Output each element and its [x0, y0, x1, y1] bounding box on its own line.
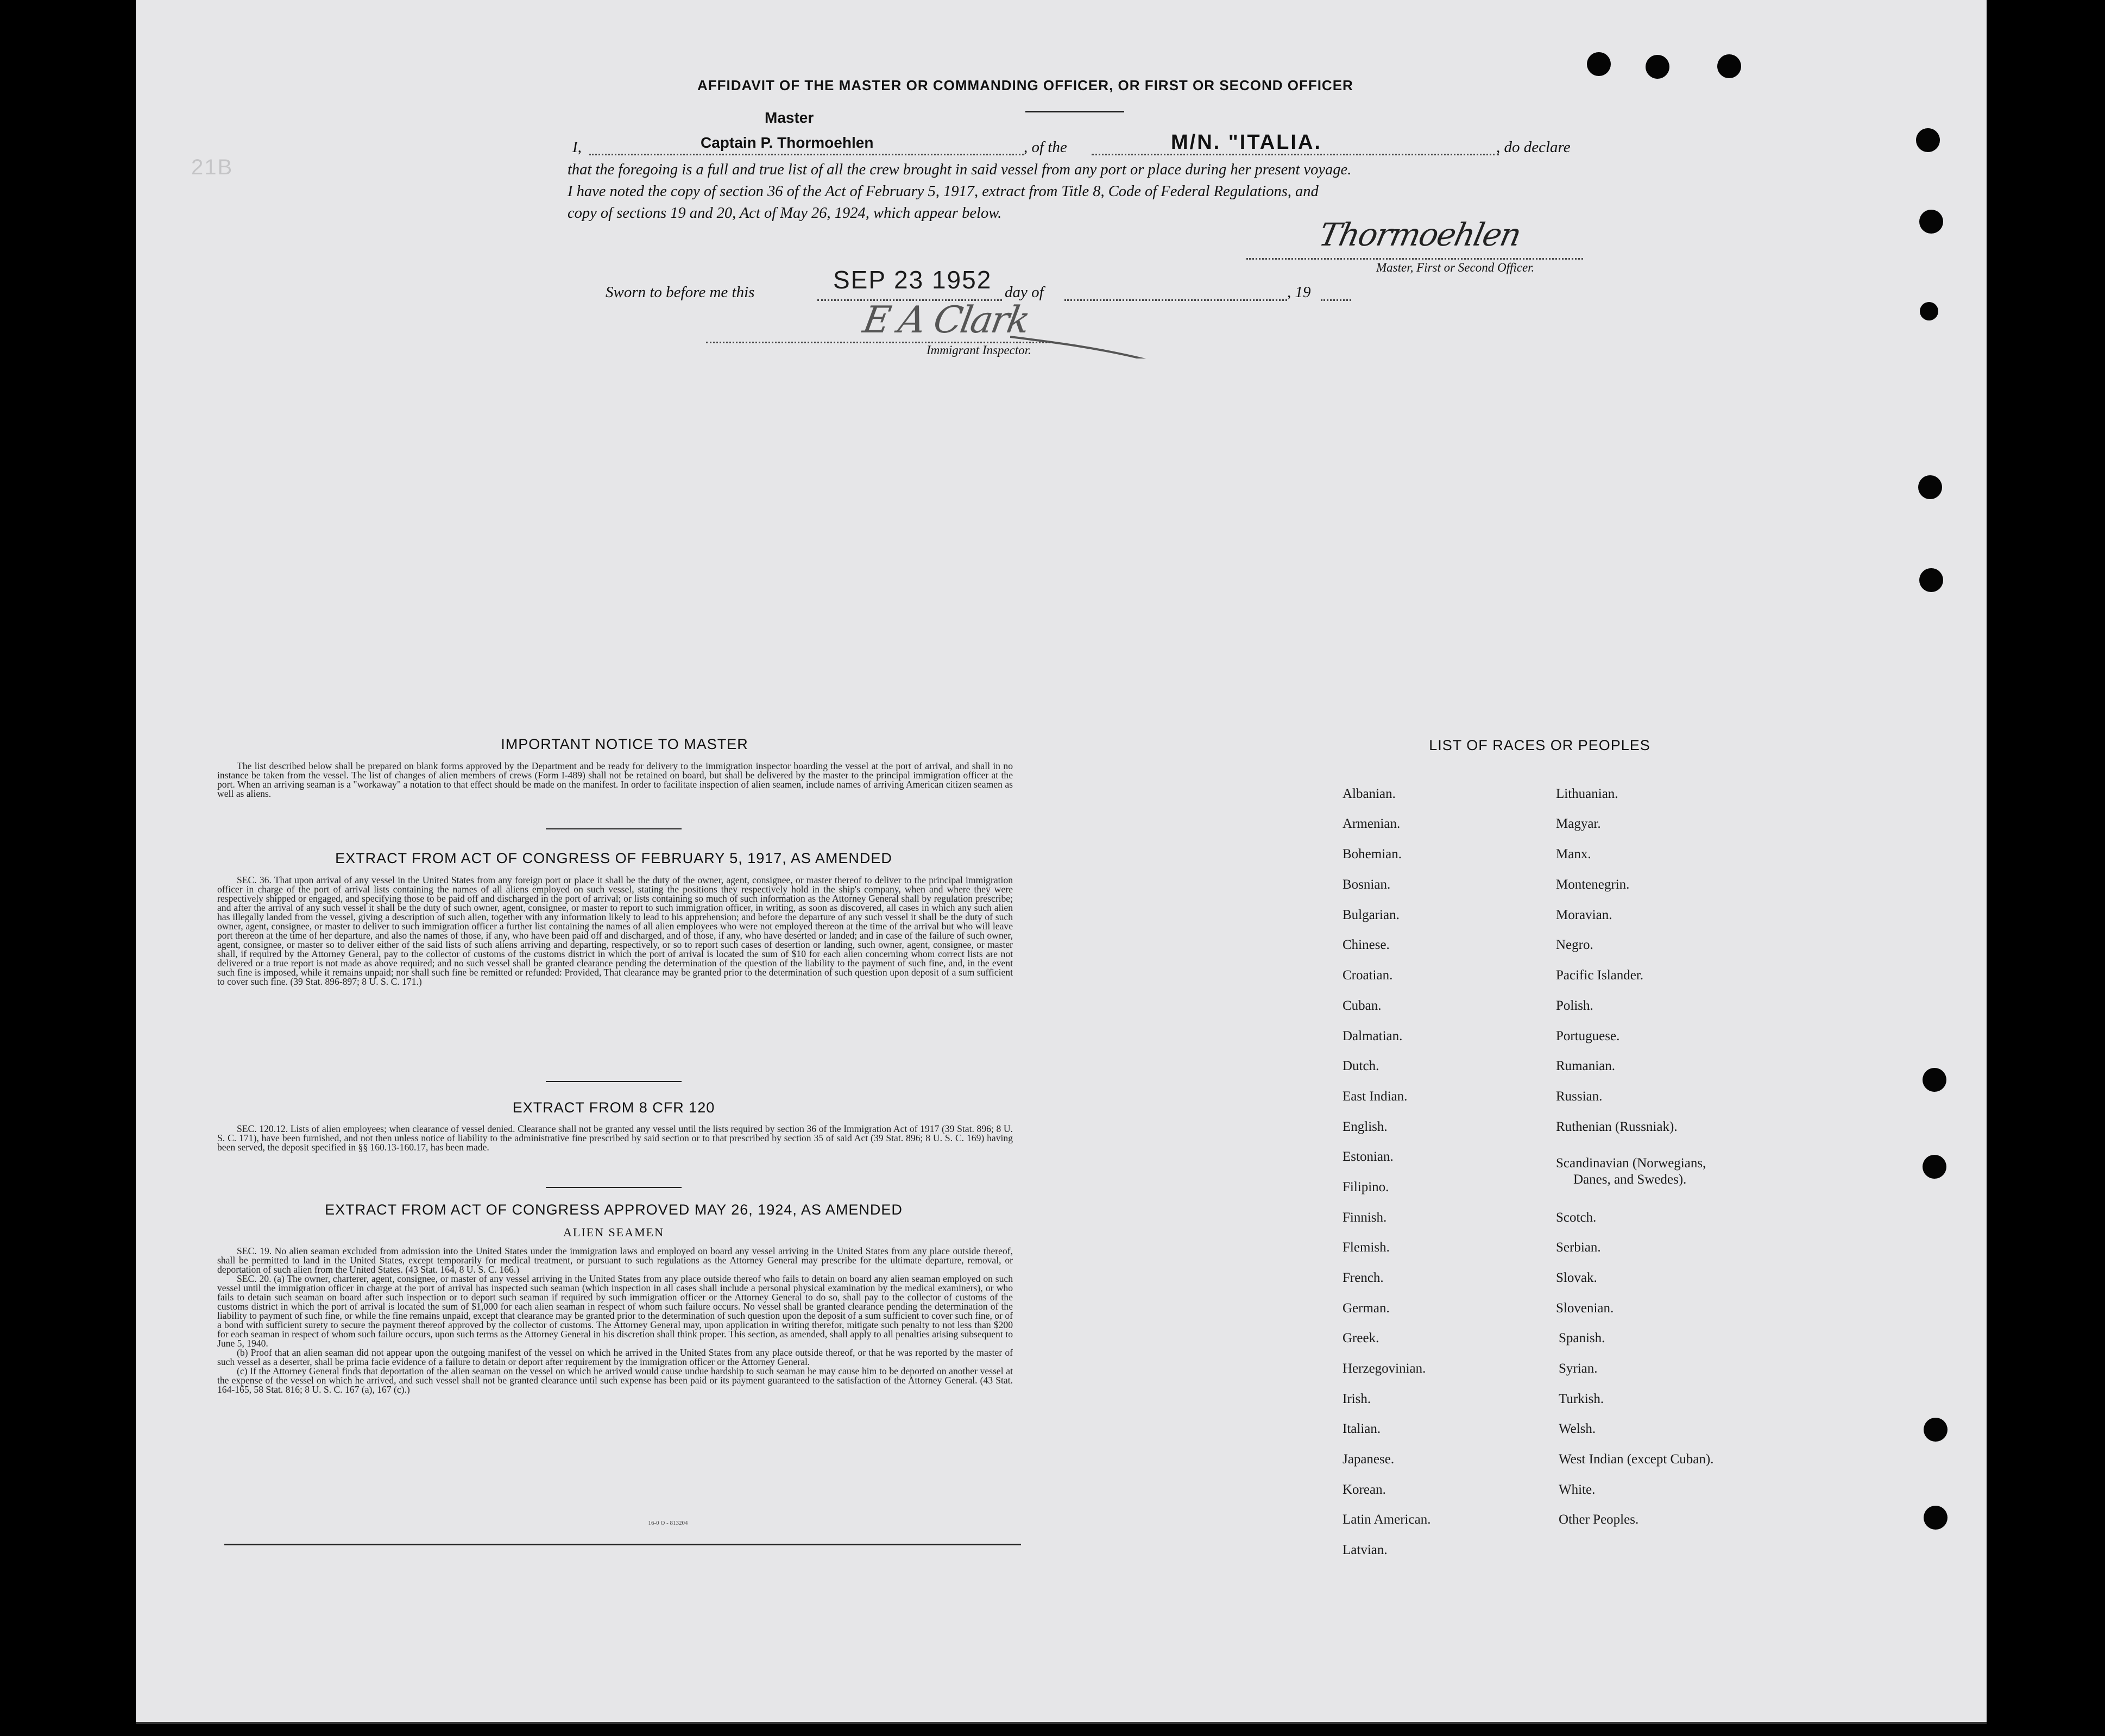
affidavit-title: AFFIDAVIT OF THE MASTER OR COMMANDING OFFICER, OR FIRST OR SECOND OFFICER — [697, 77, 1353, 93]
sworn-prefix-text: Sworn to before me this — [606, 284, 755, 301]
extract-1917-divider — [546, 1081, 682, 1082]
race-serbian: Serbian. — [1556, 1240, 1601, 1255]
print-code: 16-0 O - 813204 — [648, 1520, 688, 1526]
extract-cfr-title: EXTRACT FROM 8 CFR 120 — [512, 1099, 715, 1116]
race-greek: Greek. — [1343, 1331, 1379, 1345]
rank-text: Master — [765, 109, 814, 126]
race-scandinavian-cont: Danes, and Swedes). — [1573, 1172, 1687, 1187]
sec19-paragraph: SEC. 19. No alien seaman excluded from admission into the United States under the immigration laws and employed on board any vessel arriving in the United States from any place outside thereof, shall be permitted to land in the United States, except temporarily for medical treatment, or pursuant to such regulations as the Attorney General may prescribe for the ultimate departure, removal, or deportation of such alien from the United States. (43 Stat. 164, 8 U. S. C. 166.) — [217, 1246, 1013, 1275]
day-of-field — [1064, 298, 1287, 301]
binder-hole-right-2 — [1919, 210, 1943, 234]
affidavit-body-line2: I have noted the copy of section 36 of the Act of February 5, 1917, extract from Title 8, Code of Federal Regulations, and — [568, 183, 1319, 200]
extract-1924-subtitle: ALIEN SEAMEN — [563, 1225, 664, 1239]
binder-hole-right-4 — [1918, 475, 1942, 499]
margin-mark: 21B — [191, 155, 234, 179]
binder-hole-right-6 — [1923, 1068, 1946, 1092]
binder-hole-top-1 — [1587, 52, 1611, 76]
race-east-indian: East Indian. — [1343, 1089, 1408, 1104]
race-magyar: Magyar. — [1556, 816, 1601, 831]
affidavit-body-line3: copy of sections 19 and 20, Act of May 26, 1924, which appear below. — [568, 205, 1002, 222]
race-montenegrin: Montenegrin. — [1556, 877, 1630, 892]
race-english: English. — [1343, 1119, 1388, 1134]
races-title: LIST OF RACES OR PEOPLES — [1429, 737, 1650, 753]
race-syrian: Syrian. — [1559, 1361, 1598, 1376]
extract-1917-text — [217, 876, 1013, 986]
sec20b-paragraph: (b) Proof that an alien seaman did not appear upon the outgoing manifest of the vessel on which he arrived in the United States from any place outside thereof, or that he was reported by the master of such vessel as a deserter, shall be prima facie evidence of a failure to detain or deport after requirement by the immigration officer or the Attorney General. — [217, 1347, 1013, 1367]
race-turkish: Turkish. — [1559, 1392, 1604, 1406]
page-bottom-edge — [136, 1722, 1987, 1724]
race-slovenian: Slovenian. — [1556, 1301, 1614, 1316]
of-the-text: , of the — [1024, 139, 1067, 156]
binder-hole-right-9 — [1924, 1506, 1948, 1530]
race-cuban: Cuban. — [1343, 998, 1382, 1013]
race-irish: Irish. — [1343, 1392, 1371, 1406]
binder-hole-right-7 — [1923, 1155, 1946, 1179]
master-name-value: Captain P. Thormoehlen — [701, 134, 874, 151]
race-other-peoples: Other Peoples. — [1559, 1512, 1639, 1527]
race-filipino: Filipino. — [1343, 1180, 1389, 1194]
master-name-field — [589, 134, 1024, 155]
race-latvian: Latvian. — [1343, 1543, 1388, 1557]
vessel-field — [1092, 131, 1499, 155]
race-lithuanian: Lithuanian. — [1556, 787, 1618, 801]
sec20c-paragraph: (c) If the Attorney General finds that deportation of the alien seaman on the vessel on which he arrived would cause undue hardship to such seaman he may cause him to be deported on another vessel at the expense of the vessel on which he arrived, and such vessel shall not be granted clearance until such expense has been paid or its payment guaranteed to the satisfaction of the Attorney General. (43 Stat. 164-165, 58 Stat. 816; 8 U. S. C. 167 (a), 167 (c).) — [217, 1366, 1013, 1395]
extract-1924-text — [217, 1247, 1013, 1394]
race-korean: Korean. — [1343, 1482, 1386, 1497]
race-manx: Manx. — [1556, 847, 1591, 861]
day-of-text: day of — [1005, 284, 1044, 301]
race-latin-american: Latin American. — [1343, 1512, 1431, 1527]
race-negro: Negro. — [1556, 938, 1593, 952]
race-russian: Russian. — [1556, 1089, 1603, 1104]
inspector-signature: E A Clark — [860, 299, 1032, 342]
notice-divider — [546, 828, 682, 829]
race-welsh: Welsh. — [1559, 1421, 1596, 1436]
race-dutch: Dutch. — [1343, 1059, 1379, 1073]
race-rumanian: Rumanian. — [1556, 1059, 1616, 1073]
race-dalmatian: Dalmatian. — [1343, 1029, 1403, 1043]
affidavit-title-rule — [1025, 111, 1124, 112]
race-white: White. — [1559, 1482, 1596, 1497]
race-pacific-islander: Pacific Islander. — [1556, 968, 1644, 983]
race-albanian: Albanian. — [1343, 787, 1396, 801]
vessel-value: M/N. "ITALIA. — [1171, 131, 1322, 154]
race-herzegovinian: Herzegovinian. — [1343, 1361, 1426, 1376]
binder-hole-top-3 — [1717, 54, 1741, 78]
race-scandinavian: Scandinavian (Norwegians, — [1556, 1156, 1706, 1171]
master-signature: Thormoehlen — [1315, 216, 1524, 253]
race-slovak: Slovak. — [1556, 1270, 1597, 1285]
race-spanish: Spanish. — [1559, 1331, 1605, 1345]
master-signature-line — [1246, 256, 1583, 260]
sworn-date-stamp: SEP 23 1952 — [833, 266, 992, 294]
race-flemish: Flemish. — [1343, 1240, 1390, 1255]
master-caption: Master, First or Second Officer. — [1376, 261, 1535, 274]
race-finnish: Finnish. — [1343, 1210, 1387, 1225]
sec20a-paragraph: SEC. 20. (a) The owner, charterer, agent, consignee, or master of any vessel arriving in the United States from any place outside thereof who fails to detain on board any alien seaman employed on such vessel until the immigration officer in charge at the port of arrival has inspected such seaman (which inspection in all cases shall include a personal physical examination by the medical examiners), or who fails to detain such seaman on board after such inspection or to deport such seaman if required by such immigration officer or the Attorney General to do so, shall pay to the collector of customs of the customs district in which the port of arrival is located the sum of $1,000 for each alien seaman in respect of whom such failure occurs. No vessel shall be granted clearance pending the determination of the liability to payment of such fine, or while the fine remains unpaid, except that clearance may be granted prior to the determination of such question upon the deposit of a sum sufficient to cover such fine, or of a bond with sufficient surety to secure the payment thereof approved by the collector of customs. The Attorney General may, upon application in writing therefor, mitigate such penalty to not less than $200 for each seaman in respect of whom such failure occurs, upon such terms as the Attorney General in his discretion shall think proper. This section, as amended, shall apply to all penalties arising subsequent to June 5, 1940. — [217, 1273, 1013, 1349]
race-west-indian: West Indian (except Cuban). — [1559, 1452, 1714, 1467]
notice-text — [217, 762, 1013, 798]
pronoun-text: I, — [572, 139, 582, 156]
year-prefix-text: , 19 — [1287, 284, 1311, 301]
sec120-paragraph: SEC. 120.12. Lists of alien employees; when clearance of vessel denied. Clearance shall not be granted any vessel until the lists required by section 36 of the Immigration Act of 1917 (39 Stat. 896; 8 U. S. C. 171), have been furnished, and not then unless notice of liability to the administrative fine prescribed by said section or to that prescribed by section 35 of said Act (39 Stat. 896; 8 U. S. C. 169) having been served, the deposit specified in §§ 160.13-160.17, has been made. — [217, 1123, 1013, 1153]
race-chinese: Chinese. — [1343, 938, 1390, 952]
race-polish: Polish. — [1556, 998, 1593, 1013]
binder-hole-right-8 — [1924, 1418, 1948, 1442]
race-estonian: Estonian. — [1343, 1149, 1394, 1164]
race-german: German. — [1343, 1301, 1390, 1316]
race-moravian: Moravian. — [1556, 908, 1612, 922]
extract-1924-title: EXTRACT FROM ACT OF CONGRESS APPROVED MAY 26, 1924, AS AMENDED — [325, 1202, 903, 1218]
race-armenian: Armenian. — [1343, 816, 1401, 831]
inspector-caption: Immigrant Inspector. — [927, 343, 1031, 357]
extract-cfr-text — [217, 1124, 1013, 1152]
race-croatian: Croatian. — [1343, 968, 1393, 983]
race-french: French. — [1343, 1270, 1384, 1285]
race-ruthenian: Ruthenian (Russniak). — [1556, 1119, 1678, 1134]
notice-paragraph: The list described below shall be prepared on blank forms approved by the Department and be ready for delivery to the immigration inspector boarding the vessel at the port of arrival, and shall in no instance be taken from the vessel. The list of changes of alien members of crews (Form I-489) shall not be retained on board, but shall be delivered by the master to the principal immigration officer at the port. When an arriving seaman is a "workaway" a notation to that effect should be made on the manifest. In order to facilitate inspection of alien seamen, include names of arriving American citizen seamen as well as aliens. — [217, 760, 1013, 799]
race-bosnian: Bosnian. — [1343, 877, 1391, 892]
bottom-rule — [224, 1544, 1021, 1545]
notice-title: IMPORTANT NOTICE TO MASTER — [501, 736, 748, 752]
extract-cfr-divider — [546, 1187, 682, 1188]
sec36-paragraph: SEC. 36. That upon arrival of any vessel in the United States from any foreign port or place it shall be the duty of the owner, agent, consignee, or master thereof to deliver to the principal immigration officer in charge of the port of arrival lists containing the names of all aliens employed on such vessel, stating the positions they respectively hold in the ship's company, when and where they were respectively shipped or engaged, and specifying those to be paid off and discharged in the port of arrival; or lists containing so much of such information as the Attorney General shall by regulation prescribe; and after the arrival of any such vessel it shall be the duty of such owner, agent, consignee, or master to report to such immigration officer, in writing, as soon as discovered, all cases in which any such alien has illegally landed from the vessel, giving a description of such alien, together with any information likely to lead to his apprehension; and before the departure of any such vessel it shall be the duty of such owner, agent, consignee, or master to deliver to such immigration officer a further list containing the names of all alien employees who were not employed thereon at the time of the arrival but who will leave port thereon at the time of her departure, and also the names of those, if any, who have been paid off and discharged, and of those, if any, who have deserted or landed; and in case of the failure of such owner, agent, consignee, or master so to deliver either of the said lists of such aliens arriving and departing, respectively, or so to report such cases of desertion or landing, such owner, agent, consignee, or master shall, if required by the Attorney General, pay to the collector of customs of the customs district in which the port of arrival is located the sum of $10 for each alien concerning whom correct lists are not delivered or a true report is not made as above required; and no such vessel shall be granted clearance pending the determination of the question of the liability to the payment of such fine, and, in the event such fine is imposed, while it remains unpaid; nor shall such fine be remitted or refunded: Provided, That clearance may be granted prior to the determination of such question upon deposit of a sum sufficient to cover such fine. (39 Stat. 896-897; 8 U. S. C. 171.) — [217, 875, 1013, 987]
do-declare-text: , do declare — [1496, 139, 1571, 156]
extract-1917-title: EXTRACT FROM ACT OF CONGRESS OF FEBRUARY 5, 1917, AS AMENDED — [335, 850, 892, 866]
race-bulgarian: Bulgarian. — [1343, 908, 1400, 922]
race-scotch: Scotch. — [1556, 1210, 1597, 1225]
race-japanese: Japanese. — [1343, 1452, 1395, 1467]
affidavit-body-line1: that the foregoing is a full and true list of all the crew brought in said vessel from any port or place during her present voyage. — [568, 161, 1352, 178]
race-portuguese: Portuguese. — [1556, 1029, 1620, 1043]
binder-hole-top-2 — [1646, 55, 1669, 79]
year-field — [1321, 298, 1351, 301]
binder-hole-right-3 — [1920, 302, 1938, 320]
binder-hole-right-1 — [1916, 128, 1940, 152]
race-bohemian: Bohemian. — [1343, 847, 1402, 861]
binder-hole-right-5 — [1919, 568, 1943, 592]
race-italian: Italian. — [1343, 1421, 1381, 1436]
